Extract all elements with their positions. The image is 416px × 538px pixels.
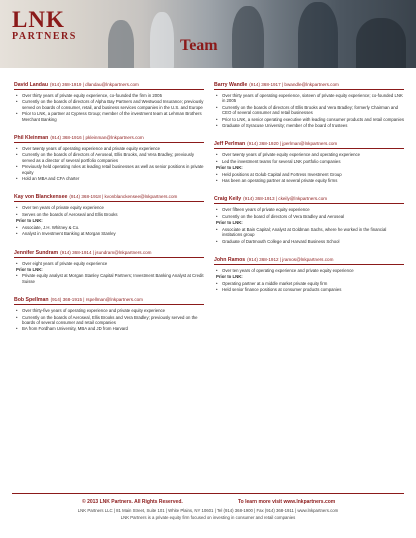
team-member-header bbox=[214, 141, 404, 149]
bio-bullet: • Currently on the boards of directors of Ellis Brooks and Vera Bradley; formerly Chairman and CEO of several consumer and retail businesses bbox=[222, 105, 404, 116]
team-member-contact[interactable]: (914) 368-1920 | jperlman@lnkpartners.com bbox=[247, 141, 338, 147]
team-member-contact[interactable]: (914) 368-1918 | kvonblanckensee@lnkpartners.com bbox=[69, 194, 178, 200]
team-member-contact[interactable]: (914) 368-1913 | ckeily@lnkpartners.com bbox=[243, 196, 328, 202]
team-member-header bbox=[14, 297, 204, 305]
logo-main-text: LNK bbox=[12, 7, 65, 32]
bio-category-label: Prior to LNK: bbox=[216, 165, 243, 171]
website-link[interactable]: To learn more visit www.lnkpartners.com bbox=[238, 499, 336, 505]
team-member-profile bbox=[214, 196, 404, 243]
bio-bullet: • Led the investment teams for several LNK portfolio companies bbox=[222, 159, 404, 164]
bio-bullet: • BA from Fordham University, MBA and JD from Harvard bbox=[22, 326, 204, 331]
photo-figure bbox=[150, 12, 174, 68]
bio-list bbox=[14, 205, 204, 217]
bio-bullet: • Over ten years of private equity experience bbox=[22, 205, 204, 210]
team-member-contact[interactable]: (914) 368-1916 | pkleinman@lnkpartners.com bbox=[50, 135, 144, 141]
team-member-header bbox=[14, 194, 204, 202]
team-member-profile bbox=[214, 257, 404, 293]
team-member-profile bbox=[14, 297, 204, 332]
bio-bullet: • Currently on the board of directors of Vera Bradley and Aeroseal bbox=[222, 214, 404, 219]
team-member-header bbox=[214, 257, 404, 265]
bio-bullet: • Associate at Bain Capital; Analyst at Goldman Sachs, where he worked in the financial institutions group bbox=[222, 227, 404, 238]
bio-category-label: Prior to LNK: bbox=[16, 266, 43, 272]
bio-bullet: • Currently on the boards of directors of Aeroseal, Ellis Brooks, and Vera Bradley; previously served as a director of several portfolio companies bbox=[22, 152, 204, 163]
footer-divider bbox=[12, 493, 404, 494]
bio-list bbox=[214, 152, 404, 164]
team-member-profile bbox=[214, 82, 404, 128]
team-member-contact[interactable]: (914) 368-1919 | dlandau@lnkpartners.com bbox=[50, 82, 139, 87]
bio-bullet: • Over twenty years of operating experience and private equity experience bbox=[22, 146, 204, 151]
bio-category-label: Prior to LNK: bbox=[216, 220, 243, 226]
bio-list bbox=[14, 225, 204, 237]
bio-bullet: • Hold an MBA and CFA charter bbox=[22, 176, 204, 181]
bio-bullet: • Prior to LNK, a senior operating executive with leading consumer products and retail companies bbox=[222, 117, 404, 122]
photo-figure bbox=[356, 18, 406, 68]
team-member-name: Bob Spellman bbox=[14, 297, 49, 304]
bio-list bbox=[214, 227, 404, 244]
photo-figure bbox=[298, 2, 338, 68]
bio-bullet: • Operating partner at a middle market private equity firm bbox=[222, 281, 404, 286]
bio-category-label: Prior to LNK: bbox=[16, 218, 43, 224]
bio-bullet: • Associate, J.H. Whitney & Co. bbox=[22, 225, 204, 230]
team-member-header bbox=[214, 82, 404, 90]
bio-bullet: • Held senior finance positions at consumer products companies bbox=[222, 287, 404, 292]
bio-list bbox=[14, 93, 204, 122]
bio-bullet: • Serves on the boards of Aeroseal and Ellis Brooks bbox=[22, 212, 204, 217]
bio-bullet: • Currently on the boards of directors of Alpha Bay Partners and Westwood Insurance; previously served on boards of consumer, retail, and business services companies in the U.S. and Europe bbox=[22, 99, 204, 110]
bio-list bbox=[214, 207, 404, 219]
bio-list bbox=[214, 172, 404, 184]
page-title: Team bbox=[180, 37, 218, 54]
team-member-header bbox=[14, 135, 204, 143]
left-column bbox=[14, 82, 204, 345]
bio-bullet: • Previously held operating roles at leading retail businesses as well as senior positions in private equity bbox=[22, 164, 204, 175]
bio-list bbox=[14, 261, 204, 266]
team-member-name: David Landau bbox=[14, 82, 49, 88]
team-member-name: Craig Keily bbox=[214, 196, 242, 203]
bio-list bbox=[214, 281, 404, 293]
bio-bullet: • Over ten years of operating experience and private equity experience bbox=[222, 268, 404, 273]
team-member-header bbox=[214, 196, 404, 204]
team-member-profile bbox=[14, 135, 204, 181]
bio-list bbox=[214, 93, 404, 128]
bio-bullet: • Private equity analyst at Morgan Stanley Capital Partners; Investment Banking Analyst at Credit Suisse bbox=[22, 273, 204, 284]
company-logo bbox=[12, 8, 77, 42]
bio-list bbox=[14, 273, 204, 284]
bio-bullet: • Over eight years of private equity experience bbox=[22, 261, 204, 266]
address-line: LNK Partners is a private equity firm focused on investing in consumer and retail companies bbox=[120, 515, 296, 520]
copyright-text: © 2013 LNK Partners. All Rights Reserved. bbox=[82, 499, 183, 505]
team-member-profile bbox=[14, 194, 204, 236]
team-member-contact[interactable]: (914) 368-1915 | rspellman@lnkpartners.com bbox=[50, 297, 144, 303]
bio-list bbox=[214, 268, 404, 273]
bio-bullet: • Analyst in Investment Banking at Morgan Stanley bbox=[22, 231, 204, 236]
team-member-name: Phil Kleinman bbox=[14, 135, 49, 142]
team-member-name: John Ramos bbox=[214, 256, 246, 263]
team-member-name: Jeff Perlman bbox=[214, 141, 246, 148]
team-member-name: Barry Wandle bbox=[214, 82, 248, 88]
bio-bullet: • Over thirty-five years of operating experience and private equity experience bbox=[22, 308, 204, 313]
team-member-profile bbox=[214, 141, 404, 183]
bio-list bbox=[14, 308, 204, 332]
address-line: LNK Partners LLC | 81 Main Street, Suite 101 | White Plains, NY 10601 | Tel (914) 368-1900 | Fax (914) 368-1911 | www.lnkpartners.com bbox=[77, 508, 339, 513]
photo-figure bbox=[232, 6, 264, 68]
footer bbox=[0, 493, 416, 538]
team-member-contact[interactable]: (914) 368-1914 | jsundram@lnkpartners.com bbox=[60, 249, 152, 255]
team-member-name: Jennifer Sundram bbox=[14, 249, 59, 256]
bio-bullet: • Has been an operating partner at several private equity firms bbox=[222, 178, 404, 183]
bio-bullet: • Currently on the boards of Aeroseal, Ellis Brooks and Vera Bradley; previously served on the boards of several consumer and retail companies bbox=[22, 315, 204, 326]
team-member-profile bbox=[14, 82, 204, 122]
bio-category-label: Prior to LNK: bbox=[216, 274, 243, 280]
team-member-header bbox=[14, 250, 204, 258]
team-member-header bbox=[14, 82, 204, 90]
bio-list bbox=[14, 146, 204, 181]
bio-bullet: • Prior to LNK, a partner at Cypress Group; member of the investment team at Lehman Brothers Merchant Banking bbox=[22, 111, 204, 122]
photo-figure bbox=[108, 20, 134, 68]
team-member-name: Kay von Blanckensee bbox=[14, 194, 68, 201]
bio-bullet: • Over fifteen years of private equity experience bbox=[222, 207, 404, 212]
logo-sub-text: PARTNERS bbox=[12, 31, 77, 42]
header-banner bbox=[0, 0, 416, 68]
bio-bullet: • Graduate of Syracuse University; member of the board of trustees bbox=[222, 123, 404, 128]
bio-bullet: • Over twenty years of private equity experience and operating experience bbox=[222, 152, 404, 157]
bio-bullet: • Graduate of Dartmouth College and Harvard Business School bbox=[222, 239, 404, 244]
bio-bullet: • Held positions at Golub Capital and Fortress Investment Group bbox=[222, 172, 404, 177]
bio-bullet: • Over thirty years of operating experience, sixteen of private equity experience; co-founded LNK in 2005 bbox=[222, 93, 404, 104]
team-member-contact[interactable]: (914) 368-1917 | bwandle@lnkpartners.com bbox=[249, 82, 339, 87]
bio-bullet: • Over thirty years of private equity experience, co-founded the firm in 2005 bbox=[22, 93, 204, 98]
team-member-profile bbox=[14, 250, 204, 285]
team-member-contact[interactable]: (914) 368-1912 | jramos@lnkpartners.com bbox=[247, 256, 334, 262]
right-column bbox=[214, 82, 404, 306]
